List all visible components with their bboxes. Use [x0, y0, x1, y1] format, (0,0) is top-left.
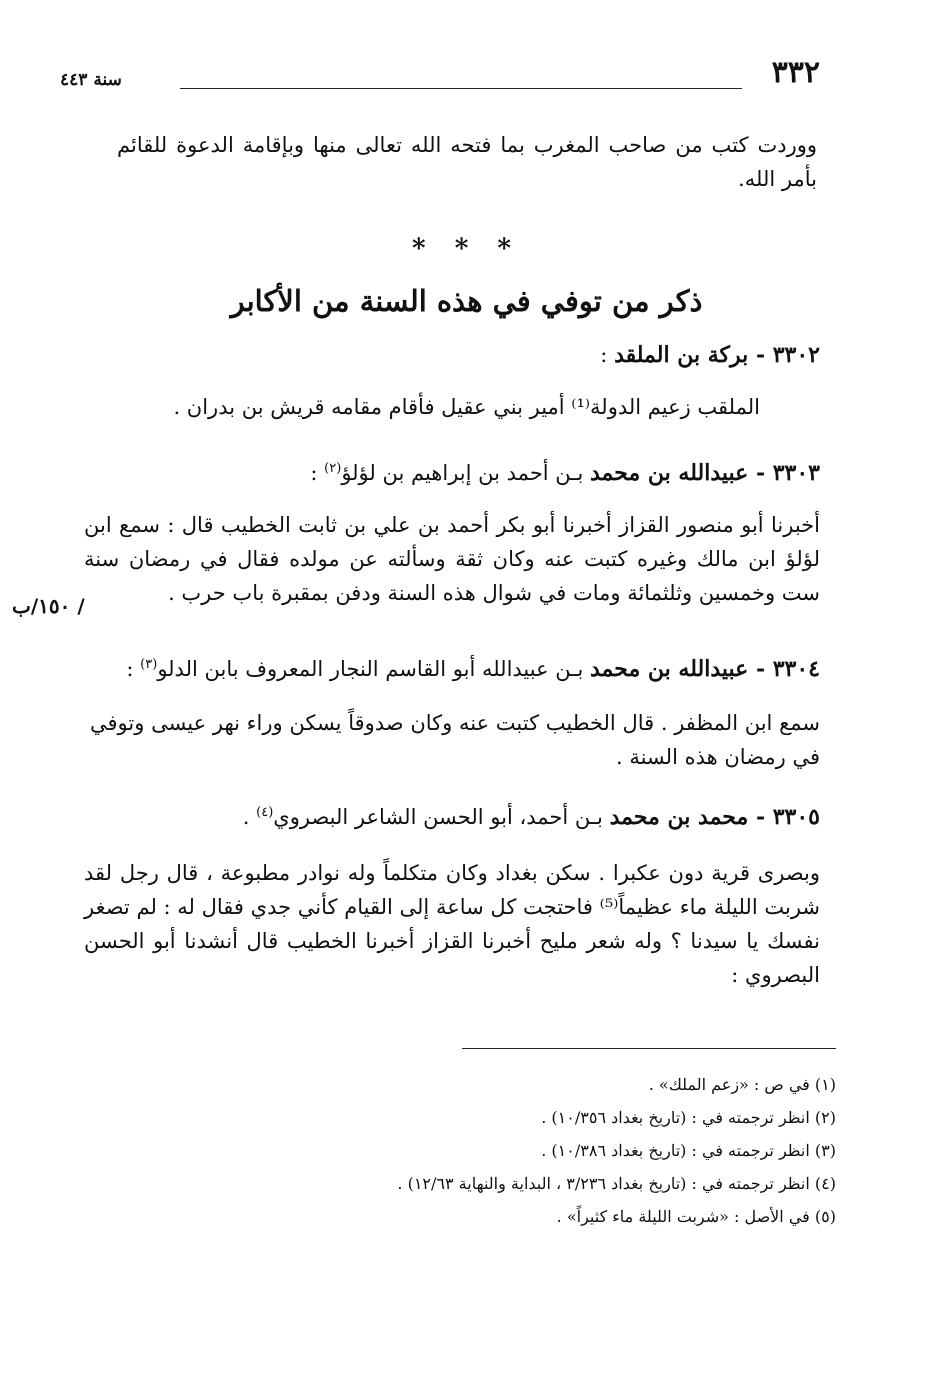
section-separator: * * *	[412, 234, 521, 264]
footnote-1: (١) في ص : «زعم الملك» .	[648, 1075, 836, 1094]
footnote-4: (٤) انظر ترجمته في : (تاريخ بغداد ٣/٢٣٦ ، البداية والنهاية ١٢/٦٣) .	[397, 1174, 836, 1193]
footnote-ref: (٣)	[140, 657, 158, 672]
entry-number: ٣٣٠٥	[772, 804, 820, 830]
entry-lineage: بـن أحمد، أبو الحسن الشاعر البصروي	[273, 805, 603, 829]
entry-body-3305: وبصرى قرية دون عكبرا . سكن بغداد وكان متكلماً وله نوادر مطبوعة ، قال رجل لقد شربت الليلة ماء عظيماً⁽⁵⁾ فاحتجت كل ساعة إلى القيام كأني جدي فقال له : لم تصغر نفسك يا سيدنا ؟ وله شعر مليح أخبرنا القزاز أخبرنا الخطيب قال أنشدنا أبو الحسن البصروي :	[84, 861, 821, 987]
footnote-rule	[462, 1048, 836, 1049]
footnotes	[76, 1068, 836, 1233]
entry-end: .	[242, 805, 257, 829]
entry-number: ٣٣٠٢	[772, 342, 820, 368]
margin-folio-note: ١٥٠/ب /	[12, 594, 85, 618]
entry-number: ٣٣٠٣	[772, 460, 820, 486]
year-label: سنة ٤٤٣	[60, 70, 122, 90]
entry-end: :	[126, 657, 141, 681]
page-number: ٣٣٢	[771, 55, 820, 90]
entry-body-3302: الملقب زعيم الدولة⁽¹⁾ أمير بني عقيل فأقام مقامه قريش بن بدران .	[173, 395, 760, 419]
footnote-ref: (٤)	[256, 805, 274, 820]
entry-heading-3303: ٣٣٠٣ - عبيدالله بن محمد بـن أحمد بن إبراهيم بن لؤلؤ$^{(٢)}$ :	[310, 460, 820, 486]
entry-name: عبيدالله بن محمد	[589, 656, 749, 682]
entry-lineage: بـن أحمد بن إبراهيم بن لؤلؤ	[341, 461, 584, 485]
footnote-ref: (٢)	[324, 461, 342, 476]
footnote-3: (٣) انظر ترجمته في : (تاريخ بغداد ١٠/٣٨٦) .	[541, 1141, 836, 1160]
page-header	[60, 56, 820, 96]
entry-body-3304: سمع ابن المظفر . قال الخطيب كتبت عنه وكان صدوقاً يسكن وراء نهر عيسى وتوفي في رمضان هذه السنة .	[90, 711, 820, 769]
entry-name: بركة بن الملقد	[614, 342, 749, 368]
entry-end: :	[310, 461, 325, 485]
entry-end: :	[600, 343, 615, 367]
entry-lineage: بـن عبيدالله أبو القاسم النجار المعروف بابن الدلو	[157, 657, 584, 681]
entry-body-3303: أخبرنا أبو منصور القزاز أخبرنا أبو بكر أحمد بن علي بن ثابت الخطيب قال : سمع ابن لؤلؤ ابن مالك وغيره كتبت عنه وكان ثقة وسألته عن مولده فقال في رمضان سنة ست وخمسين وثلثمائة ومات في شوال هذه السنة ودفن بمقبرة باب حرب .	[84, 513, 820, 605]
entry-heading-3305: ٣٣٠٥ - محمد بن محمد بـن أحمد، أبو الحسن الشاعر البصروي$^{(٤)}$ .	[242, 804, 820, 830]
header-rule	[180, 88, 742, 89]
entry-name: محمد بن محمد	[609, 804, 749, 830]
entry-heading-3302: ٣٣٠٢ - بركة بن الملقد :	[600, 342, 820, 368]
footnote-5: (٥) في الأصل : «شربت الليلة ماء كثيراً» .	[556, 1207, 836, 1226]
entry-number: ٣٣٠٤	[772, 656, 820, 682]
entry-name: عبيدالله بن محمد	[589, 460, 749, 486]
footnote-2: (٢) انظر ترجمته في : (تاريخ بغداد ١٠/٣٥٦) .	[541, 1108, 836, 1127]
entry-heading-3304: ٣٣٠٤ - عبيدالله بن محمد بـن عبيدالله أبو القاسم النجار المعروف بابن الدلو$^{(٣)}$ :	[126, 656, 820, 682]
section-title: ذكر من توفي في هذه السنة من الأكابر	[230, 284, 703, 318]
intro-paragraph: ووردت كتب من صاحب المغرب بما فتحه الله تعالى منها وبإقامة الدعوة للقائم بأمر الله.	[117, 133, 817, 191]
